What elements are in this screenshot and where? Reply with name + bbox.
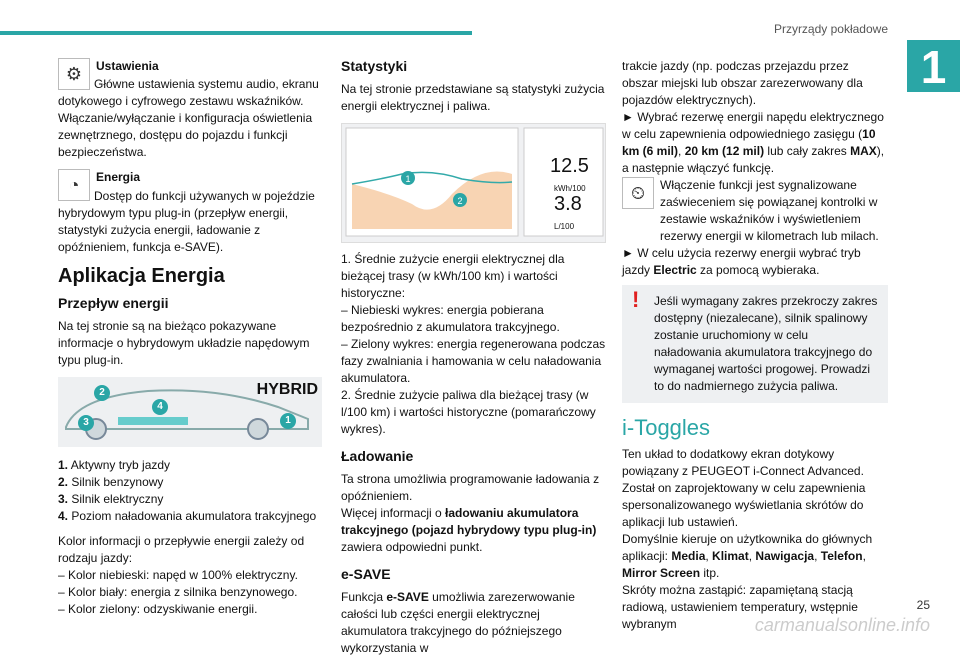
- chapter-tab: 1: [907, 40, 960, 92]
- toggles-text-2: Został on zaprojektowany w celu zapewnienia spersonalizowanego wyświetlania skrótów do aplikacji lub ustawień.: [622, 481, 866, 529]
- gear-icon: ⚙: [58, 58, 90, 90]
- warning-text: Jeśli wymagany zakres przekroczy zakres dostępny (niezalecane), silnik spalinowy zostanie uruchomiony w celu naładowania akumulatora trakcyjnego do wymaganej wartości progowej. Prowadzi to do nadmiernego zużycia paliwa.: [654, 294, 878, 393]
- elec-value: 12.5: [550, 155, 589, 177]
- color-item: – Kolor zielony: odzyskiwanie energii.: [58, 602, 258, 616]
- charging-text: Ta strona umożliwia programowanie ładowania z opóźnieniem.: [341, 472, 600, 503]
- esave-text: Funkcja e-SAVE umożliwia zarezerwowanie całości lub części energii elektrycznej akumulatora trakcyjnego do późniejszego wykorzystania w: [341, 590, 575, 655]
- list-item: 1. Aktywny tryb jazdy: [58, 458, 171, 472]
- page-number: 25: [916, 598, 930, 612]
- toggles-text-1: Ten układ to dodatkowy ekran dotykowy powiązany z PEUGEOT i-Connect Advanced.: [622, 447, 864, 478]
- column-1: [58, 58, 322, 618]
- toggles-text-3: Domyślnie kieruje on użytkownika do głównych aplikacji: Media, Klimat, Nawigacja, Telefon, Mirror Screen itp.: [622, 532, 873, 580]
- energy-title: Energia: [96, 170, 141, 184]
- list-item: 4. Poziom naładowania akumulatora trakcyjnego: [58, 509, 317, 523]
- stats-item: – Niebieski wykres: energia pobierana bezpośrednio z akumulatora trakcyjnego.: [341, 303, 560, 334]
- settings-title: Ustawienia: [96, 59, 159, 73]
- warning-icon: !: [632, 287, 640, 312]
- callout-3: 3: [78, 415, 94, 431]
- color-intro: Kolor informacji o przepływie energii zależy od rodzaju jazdy:: [58, 534, 305, 565]
- color-item: – Kolor biały: energia z silnika benzynowego.: [58, 585, 298, 599]
- svg-text:1: 1: [405, 174, 411, 184]
- flow-title: Przepływ energii: [58, 295, 169, 311]
- toggles-text-4: Skróty można zastąpić: zapamiętaną stacją radiową, ustawieniem temperatury, wstępnie wybranym: [622, 583, 858, 631]
- column-2: [341, 58, 606, 657]
- warning-box: [622, 285, 888, 403]
- charging-title: Ładowanie: [341, 448, 414, 464]
- charging-text-2: Więcej informacji o ładowaniu akumulatora trakcyjnego (pojazd hybrydowy typu plug-in) zawiera odpowiedni punkt.: [341, 506, 597, 554]
- callout-2: 2: [94, 385, 110, 401]
- list-item: 3. Silnik elektryczny: [58, 492, 164, 506]
- esave-continued: trakcie jazdy (np. podczas przejazdu przez obszar miejski lub obszar zarezerwowany dla pojazdów elektrycznych).: [622, 59, 863, 107]
- section-title: Przyrządy pokładowe: [773, 22, 888, 36]
- hybrid-label: HYBRID: [256, 381, 318, 398]
- flow-text: Na tej stronie są na bieżąco pokazywane informacje o hybrydowym układzie napędowym typu plug-in.: [58, 319, 310, 367]
- stats-text: Na tej stronie przedstawiane są statystyki zużycia energii elektrycznej i paliwa.: [341, 82, 605, 113]
- flow-list: [58, 457, 322, 525]
- stats-figure: [341, 123, 606, 243]
- gauge-icon: ◔: [58, 169, 90, 201]
- column-3: [622, 58, 888, 633]
- stats-item: 2. Średnie zużycie paliwa dla bieżącej trasy (w l/100 km) i wartości historyczne (pomarańczowy wykres).: [341, 388, 596, 436]
- stats-item: – Zielony wykres: energia regenerowana podczas fazy zwalniania i hamowania w celu naładowania akumulatora.: [341, 337, 606, 385]
- svg-text:2: 2: [457, 196, 463, 206]
- app-title: Aplikacja Energia: [58, 265, 225, 287]
- header-bar: [0, 31, 472, 35]
- elec-unit: kWh/100: [554, 184, 586, 193]
- esave-indicator-text: Włączenie funkcji jest sygnalizowane zaświeceniem się powiązanej kontrolki w zestawie wskaźników i wyświetleniem rezerwy energii w kilometrach lub milach.: [660, 178, 879, 243]
- hybrid-figure: [58, 377, 322, 447]
- fuel-value: 3.8: [554, 193, 582, 215]
- esave-title: e-SAVE: [341, 566, 391, 582]
- esave-step-2: ► W celu użycia rezerwy energii wybrać tryb jazdy Electric za pomocą wybieraka.: [622, 246, 861, 277]
- esave-step-1: ► Wybrać rezerwę energii napędu elektrycznego w celu zapewnienia odpowiedniego zasięgu (10 km (6 mil), 20 km (12 mil) lub cały zakres MAX), a następnie włączyć funkcję.: [622, 110, 885, 175]
- watermark: carmanualsonline.info: [754, 615, 930, 635]
- toggles-title: i-Toggles: [622, 415, 711, 440]
- fuel-unit: L/100: [554, 222, 575, 231]
- settings-text: Główne ustawienia systemu audio, ekranu dotykowego i cyfrowego zestawu wskaźników. Włączanie/wyłączanie i konfiguracja oświetlenia zewnętrznego, dostępu do pojazdu i funkcji bezpieczeństwa.: [58, 77, 319, 159]
- stats-item: 1. Średnie zużycie energii elektrycznej dla bieżącej trasy (w kWh/100 km) i wartości historyczne:: [341, 252, 565, 300]
- color-item: – Kolor niebieski: napęd w 100% elektryczny.: [58, 568, 298, 582]
- callout-1: 1: [280, 413, 296, 429]
- energy-text: Dostęp do funkcji używanych w pojeździe hybrydowym typu plug-in (przepływ energii, statystyki zużycia energii, ładowanie z opóźnieniem, funkcja e-SAVE).: [58, 189, 315, 254]
- stats-title: Statystyki: [341, 58, 408, 74]
- e-save-icon: ⏲: [622, 177, 654, 209]
- callout-4: 4: [152, 399, 168, 415]
- list-item: 2. Silnik benzynowy: [58, 475, 164, 489]
- esave-indicator-row: [622, 177, 888, 245]
